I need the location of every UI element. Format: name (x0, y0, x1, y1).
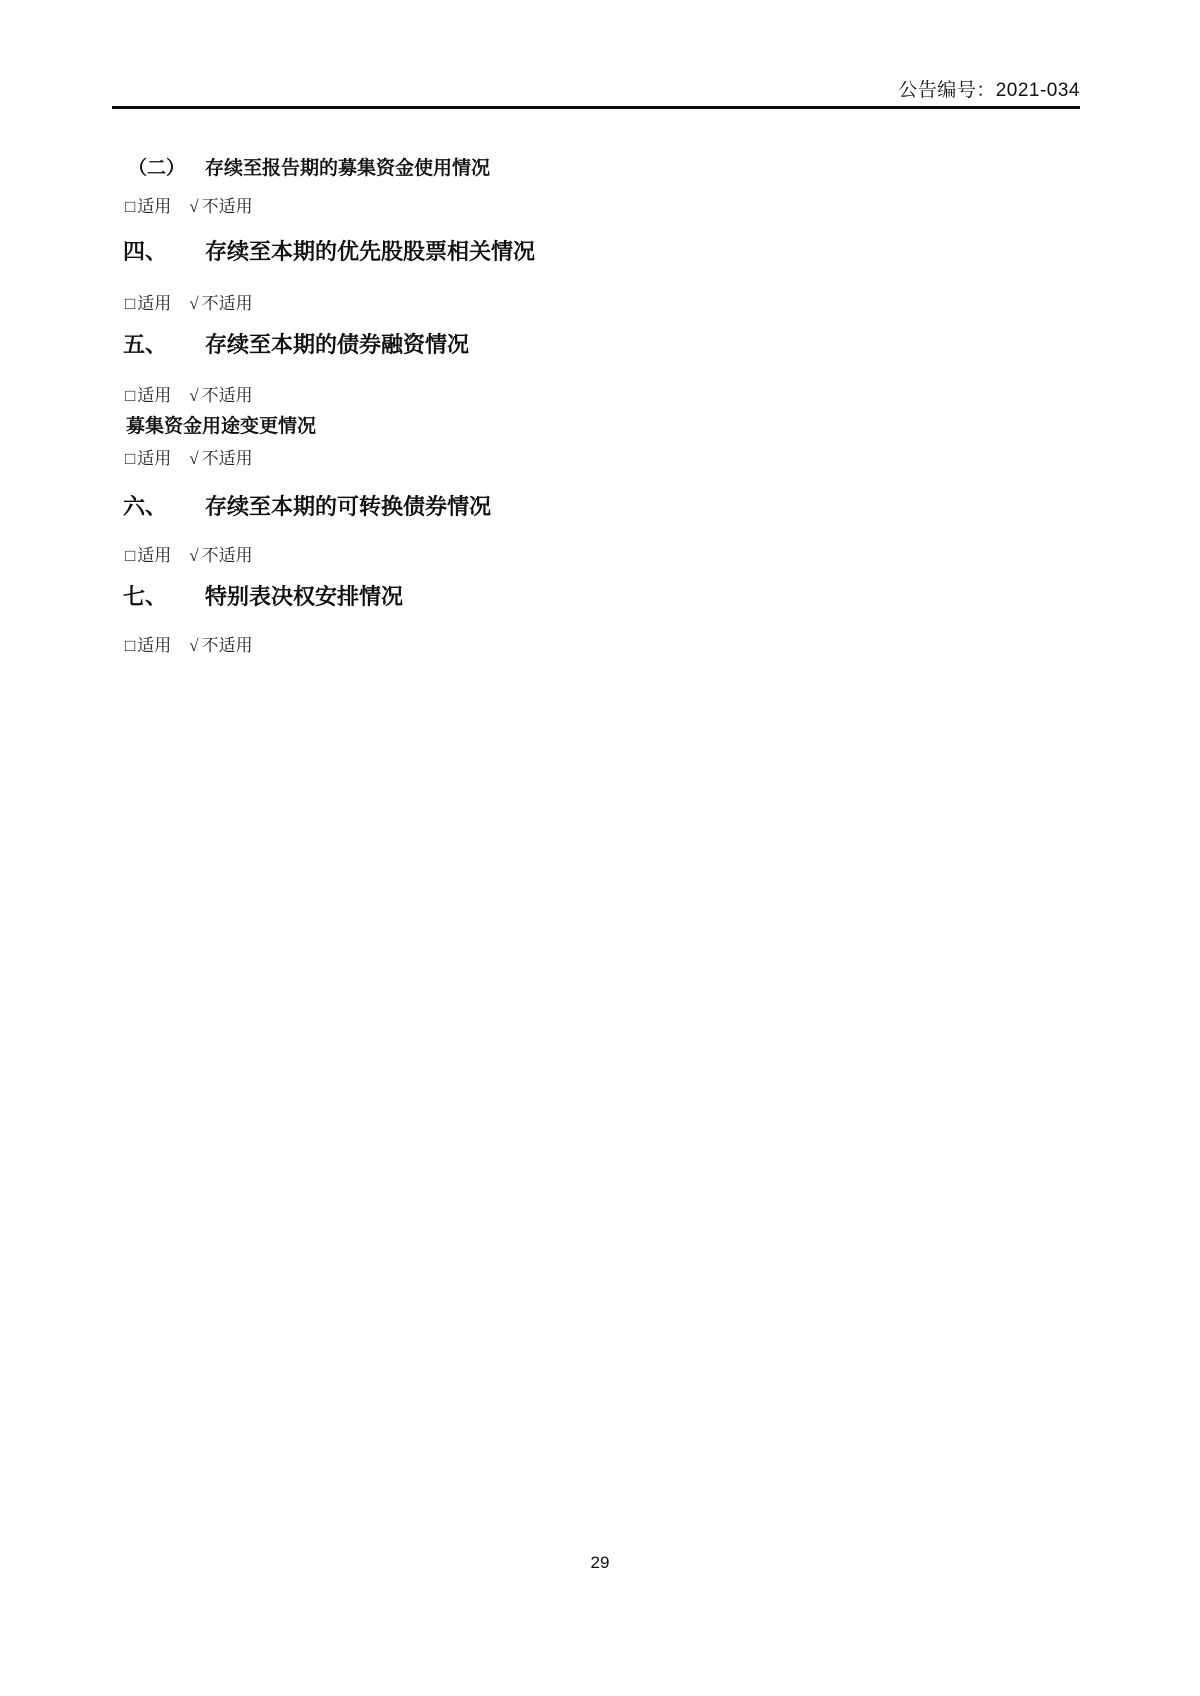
page-number: 29 (590, 1553, 610, 1572)
section-number: 七、 (123, 584, 168, 609)
checkbox-unchecked-icon: □ (125, 636, 136, 655)
checkbox-unchecked-icon: □ (125, 546, 136, 565)
announcement-number: 公告编号：2021-034 (898, 80, 1080, 101)
checkbox-unchecked-icon: □ (125, 449, 136, 468)
section-heading-preferred-shares (112, 238, 1080, 266)
section-title: 存续至本期的可转换债券情况 (205, 494, 492, 519)
applicable-label: 适用 (137, 386, 172, 405)
section-number: （二） (128, 158, 186, 179)
checkmark-icon: √ (189, 197, 199, 216)
section-title: 存续至本期的优先股股票相关情况 (205, 239, 536, 264)
section-number: 六、 (123, 494, 168, 519)
section-title: 存续至本期的债券融资情况 (205, 332, 470, 357)
section-heading-special-voting-rights (112, 583, 1080, 611)
applicable-label: 适用 (137, 294, 172, 313)
not-applicable-label: 不适用 (201, 294, 253, 313)
section-heading-convertible-bonds (112, 493, 1080, 521)
checkmark-icon: √ (189, 546, 199, 565)
checkmark-icon: √ (189, 636, 199, 655)
not-applicable-label: 不适用 (201, 546, 253, 565)
applicable-label: 适用 (137, 546, 172, 565)
checkbox-unchecked-icon: □ (125, 197, 136, 216)
section-heading-bond-financing (112, 331, 1080, 359)
checkmark-icon: √ (189, 449, 199, 468)
section-number: 五、 (123, 332, 168, 357)
header-rule (112, 106, 1080, 109)
applicability-row (112, 448, 1080, 470)
applicability-row (112, 196, 1080, 218)
checkmark-icon: √ (189, 386, 199, 405)
applicability-row (112, 545, 1080, 567)
page-footer (0, 1553, 1200, 1573)
section-title: 存续至报告期的募集资金使用情况 (205, 158, 491, 179)
section-heading-fundraising-usage (112, 157, 1080, 181)
applicable-label: 适用 (137, 197, 172, 216)
applicability-row (112, 293, 1080, 315)
header (112, 78, 1080, 103)
section-number: 四、 (123, 239, 168, 264)
applicable-label: 适用 (137, 636, 172, 655)
checkbox-unchecked-icon: □ (125, 294, 136, 313)
subnote-fund-usage-change (112, 415, 1080, 439)
not-applicable-label: 不适用 (201, 636, 253, 655)
checkbox-unchecked-icon: □ (125, 386, 136, 405)
subnote-title: 募集资金用途变更情况 (126, 416, 317, 437)
not-applicable-label: 不适用 (201, 386, 253, 405)
applicable-label: 适用 (137, 449, 172, 468)
section-title: 特别表决权安排情况 (205, 584, 404, 609)
applicability-row (112, 385, 1080, 407)
not-applicable-label: 不适用 (201, 449, 253, 468)
not-applicable-label: 不适用 (201, 197, 253, 216)
applicability-row (112, 635, 1080, 657)
checkmark-icon: √ (189, 294, 199, 313)
